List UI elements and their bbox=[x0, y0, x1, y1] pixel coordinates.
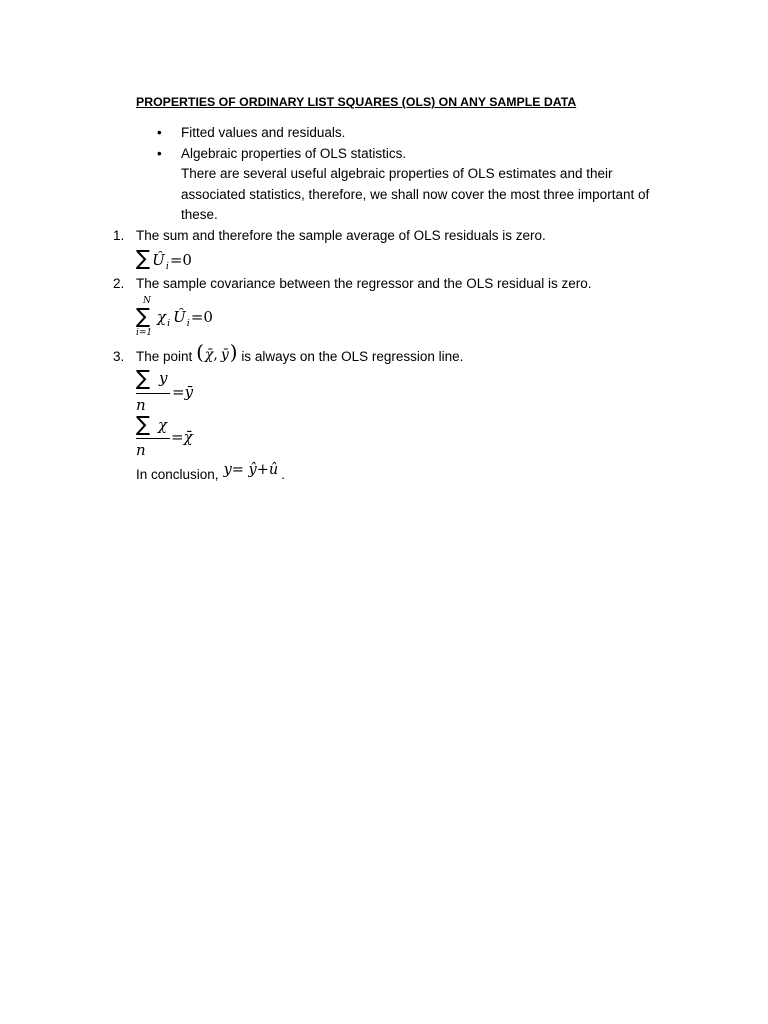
summation-upper-limit: N bbox=[143, 296, 151, 306]
math-subscript: i bbox=[186, 318, 190, 329]
equation-mean-chi bbox=[136, 412, 200, 460]
math-variable-u-hat: Û bbox=[152, 251, 165, 269]
fraction-numerator-variable: χ bbox=[158, 416, 168, 434]
item-text-1: The sum and therefore the sample average of OLS residuals is zero. bbox=[136, 228, 546, 243]
mean-point-expression bbox=[196, 340, 238, 364]
summation-symbol: ∑ bbox=[136, 366, 151, 390]
item-number-2: 2. bbox=[113, 276, 125, 291]
summation-symbol: ∑ bbox=[136, 304, 151, 328]
fraction-denominator: n bbox=[136, 396, 146, 414]
paragraph-line: these. bbox=[181, 207, 218, 222]
bullet-text-fitted-values: Fitted values and residuals. bbox=[181, 125, 346, 140]
math-rhs: =χ̄ bbox=[171, 428, 193, 446]
equation-sum-of-residuals bbox=[136, 246, 192, 270]
close-paren: ) bbox=[229, 340, 238, 364]
summation-symbol: ∑ bbox=[136, 246, 151, 270]
math-comma: , bbox=[213, 347, 218, 363]
math-rhs: =0 bbox=[190, 308, 213, 326]
math-variable-chi-bar: χ̄ bbox=[204, 347, 214, 363]
bullet-symbol: • bbox=[157, 125, 162, 140]
equation-mean-y bbox=[136, 366, 200, 414]
math-rhs: =0 bbox=[169, 251, 192, 269]
math-subscript: i bbox=[167, 318, 171, 329]
summation-symbol: ∑ bbox=[136, 412, 151, 436]
math-rhs: =ȳ bbox=[172, 383, 194, 401]
paragraph-line: associated statistics, therefore, we shall now cover the most three important of bbox=[181, 187, 650, 202]
item-number-1: 1. bbox=[113, 228, 125, 243]
math-variable-chi: χ bbox=[157, 308, 167, 326]
summation-lower-limit: i=1 bbox=[136, 328, 153, 338]
item-text-after: is always on the OLS regression line. bbox=[241, 349, 464, 364]
item-text-before: The point bbox=[136, 349, 193, 364]
math-variable-y-bar: ȳ bbox=[220, 347, 229, 363]
conclusion-equation: y= ŷ+û bbox=[223, 462, 279, 478]
fraction-numerator-variable: y bbox=[159, 369, 168, 387]
conclusion-line bbox=[136, 462, 285, 485]
item-text-2: The sample covariance between the regressor and the OLS residual is zero. bbox=[136, 276, 592, 291]
item-text-3 bbox=[136, 340, 464, 367]
paragraph-line: There are several useful algebraic properties of OLS estimates and their bbox=[181, 166, 613, 181]
bullet-symbol: • bbox=[157, 146, 162, 161]
conclusion-period: . bbox=[281, 467, 285, 482]
fraction-denominator: n bbox=[136, 441, 146, 459]
equation-covariance-zero bbox=[136, 296, 216, 340]
math-subscript: i bbox=[165, 261, 169, 272]
summand-expression bbox=[157, 307, 213, 327]
fraction-bar bbox=[136, 438, 170, 439]
conclusion-label: In conclusion, bbox=[136, 467, 219, 482]
open-paren: ( bbox=[196, 340, 204, 364]
fraction-bar bbox=[136, 393, 170, 394]
bullet-text-algebraic-properties: Algebraic properties of OLS statistics. bbox=[181, 146, 407, 161]
math-variable-u-hat: Û bbox=[173, 308, 186, 326]
item-number-3: 3. bbox=[113, 349, 125, 364]
document-title: PROPERTIES OF ORDINARY LIST SQUARES (OLS) ON ANY SAMPLE DATA bbox=[136, 95, 577, 109]
